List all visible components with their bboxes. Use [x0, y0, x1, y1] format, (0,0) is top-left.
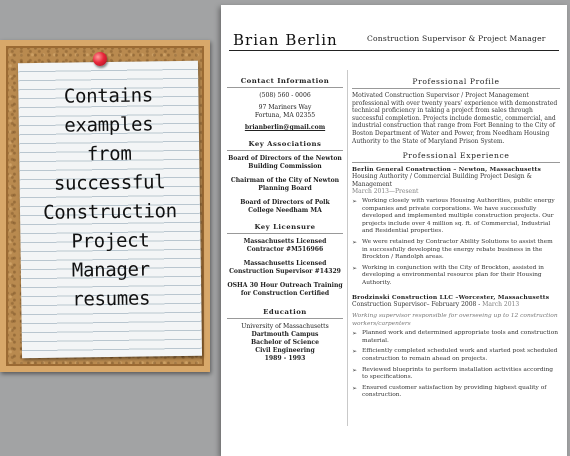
promo-text: [18, 81, 201, 315]
job-dates: March 2013: [482, 301, 520, 309]
list-item: ➢ Working in conjunction with the City of Brockton, assisted in developing a environmental resource plan for their Housing Authority.: [352, 265, 560, 288]
job-bullets: [352, 330, 560, 400]
association-item: Chairman of the City of Newton Planning Board: [230, 177, 340, 192]
list-item: ➢ Ensured customer satisfaction by providing highest quality of construction.: [352, 385, 560, 400]
contact-address-line1: 97 Mariners Way: [258, 104, 312, 111]
job-bullets: [352, 198, 560, 288]
contact-heading: Contact Information: [227, 77, 343, 88]
list-item: ➢ Efficiently completed scheduled work and started post scheduled construction to remain ahead on projects.: [352, 348, 560, 363]
job-employer: Brodzinski Construction LLC –Worcester, Massachusetts: [352, 294, 550, 302]
experience-heading: Professional Experience: [352, 151, 560, 163]
promo-line: resumes: [72, 287, 151, 311]
profile-heading: Professional Profile: [352, 77, 560, 89]
job-note: Working supervisor responsible for overseeing up to 12 construction workers/carpenters: [352, 313, 558, 327]
education-campus: Dartmouth Campus: [251, 331, 319, 338]
column-divider: [347, 70, 348, 426]
education-school: University of Massachusetts: [241, 323, 329, 330]
resume-job-title: Construction Supervisor & Project Manager: [367, 34, 546, 43]
education-degree: Bachelor of Science: [251, 339, 319, 346]
job-dates: March 2013—Present: [352, 188, 419, 196]
licensure-heading: Key Licensure: [227, 223, 343, 234]
promo-line: successful: [53, 171, 166, 195]
note-card: [18, 61, 202, 358]
list-item: ➢ We were retained by Contractor Ability Solutions to assist them in successfully developing the energy rebate business in the Brockton / Randolph areas.: [352, 239, 560, 262]
left-column: [227, 77, 343, 363]
profile-text: Motivated Construction Supervisor / Project Management professional with over twenty years' experience with demonstrated technical proficiency in taking a project from sales through successful completion. Projects include domestic, commercial, and industrial construction that range from Fort Benning to the City of Boston Department of Water and Power, from Needham Housing Authority to the State of Maryland Prison System.: [352, 92, 558, 145]
promo-line: from: [86, 142, 132, 166]
education-major: Civil Engineering: [255, 347, 315, 354]
job-employer: Berlin General Construction – Newton, Massachusetts: [352, 166, 541, 174]
education-years: 1989 - 1993: [264, 355, 306, 362]
right-column: [352, 77, 560, 403]
education-heading: Education: [227, 308, 343, 319]
push-pin-icon: [93, 52, 107, 66]
list-item: ➢ Planned work and determined appropriate tools and construction material.: [352, 330, 560, 345]
job-role: Construction Supervisor– February 2008 -: [352, 301, 481, 309]
contact-email-link[interactable]: brianberlin@gmail.com: [244, 124, 326, 131]
associations-heading: Key Associations: [227, 140, 343, 151]
cork-board: [0, 40, 210, 372]
resume-name: Brian Berlin: [233, 31, 338, 49]
job-role-line: [352, 301, 560, 309]
promo-line: examples: [64, 113, 154, 137]
promo-line: Construction: [43, 200, 178, 224]
job-entry: [352, 166, 560, 287]
license-item: Massachusetts Licensed Contractor #M516966: [243, 238, 327, 253]
promo-line: Contains: [63, 84, 154, 108]
contact-phone: (508) 560 - 0006: [259, 92, 311, 99]
job-role: Housing Authority / Commercial Building Project Design & Management: [352, 173, 532, 188]
resume-sheet: [221, 5, 567, 456]
promo-line: Manager: [71, 258, 150, 282]
promo-line: Project: [71, 229, 150, 253]
header-divider: [229, 50, 559, 51]
list-item: ➢ Reviewed blueprints to perform installation activities according to specifications.: [352, 367, 560, 382]
job-entry: [352, 294, 560, 400]
license-item: OSHA 30 Hour Outreach Training for Construction Certified: [227, 282, 343, 297]
list-item: ➢ Working closely with various Housing Authorities, public energy companies and private corporations. We have successfully developed and implemented multiple construction projects. Our projects include over 4 million sq. ft. of Commercial, Industrial and Residential properties.: [352, 198, 560, 236]
association-item: Board of Directors of Polk College Needham MA: [240, 199, 330, 214]
license-item: Massachusetts Licensed Construction Supervisor #14329: [229, 260, 341, 275]
association-item: Board of Directors of the Newton Building Commission: [228, 155, 342, 170]
contact-address-line2: Fortuna, MA 02355: [254, 112, 316, 119]
